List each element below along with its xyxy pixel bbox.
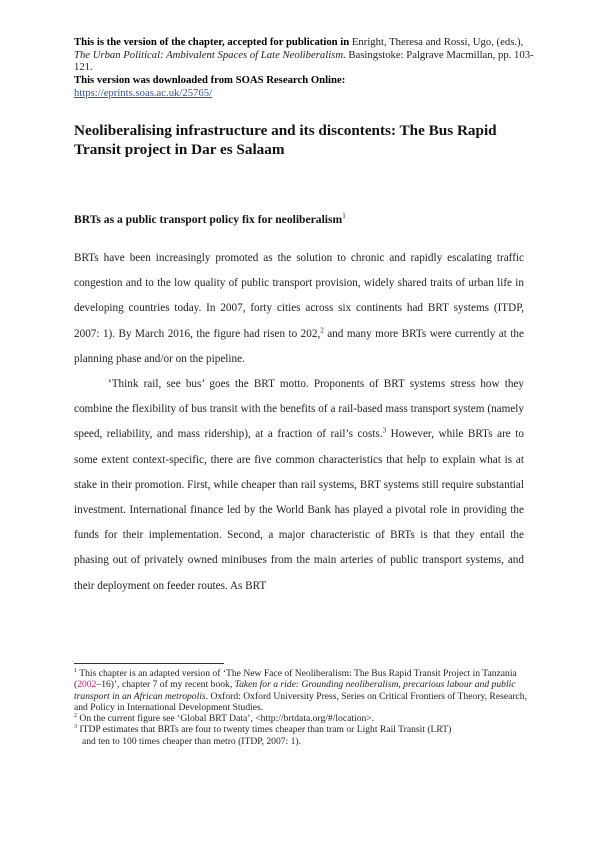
footnote-3 xyxy=(74,724,529,735)
footnote-1-book-title: Taken for a ride: Grounding neoliberalism, precarious labour and public transport in an African metropolis xyxy=(74,679,516,702)
paragraph-2 xyxy=(74,372,524,599)
footnote-3-continued: and ten to 100 times cheaper than metro (ITDP, 2007: 1). xyxy=(82,735,302,747)
footnote-divider xyxy=(74,663,224,664)
header-editors: Enright, Theresa and Rossi, Ugo, (eds.), xyxy=(349,36,524,48)
footnote-1-text: This chapter is an adapted version of ‘The New Face of Neoliberalism: The Bus Rapid Transit Project in Tanzania ( xyxy=(74,668,517,691)
chapter-title: Neoliberalising infrastructure and its discontents: The Bus Rapid Transit project in Dar es Salaam xyxy=(74,122,497,158)
footnotes xyxy=(74,668,529,747)
footnote-3-number: 3 xyxy=(74,724,77,731)
footnote-1-number: 1 xyxy=(74,667,77,674)
header-book-title: The Urban Political: Ambivalent Spaces of Late Neoliberalism xyxy=(74,48,344,61)
paragraph-1 xyxy=(74,246,524,372)
footnote-2-number: 2 xyxy=(74,713,77,719)
repository-link[interactable]: https://eprints.soas.ac.uk/25765/ xyxy=(74,86,213,99)
paragraph-1-text-cont: and many more BRTs were currently at the planning phase and/or on the pipeline. xyxy=(74,327,524,365)
body-text xyxy=(74,246,524,599)
publication-header xyxy=(74,36,534,100)
footnote-2-text: On the current figure see ‘Global BRT Data’, <http://brtdata.org/#/location>. xyxy=(77,713,375,725)
footnote-1-year: 2002 xyxy=(77,679,97,691)
section-heading xyxy=(74,213,534,226)
footnote-ref-2[interactable]: 2 xyxy=(320,325,324,334)
footnote-3-text: ITDP estimates that BRTs are four to twenty times cheaper than tram or Light Rail Transit (LRT) xyxy=(77,724,452,736)
paragraph-2-text-cont: However, while BRTs are to some extent context-specific, there are five common characteristics that help to explain what is at stake in their promotion. First, while cheaper than rail systems, BRT systems still require substantial investment. International finance led by the World Bank has played a pivotal role in providing the funds for their implementation. Second, a major characteristic of BRTs is that they entail the phasing out of privately owned minibuses from the main arteries of public transport systems, and their deployment on feeder routes. As BRT xyxy=(74,428,524,592)
footnote-1-publisher: . Oxford: Oxford University Press, Series on Critical Frontiers of Theory, Research, and Policy in International Development Studies. xyxy=(74,690,527,713)
paragraph-1-text: BRTs have been increasingly promoted as the solution to chronic and rapidly escalating traffic congestion and to the low quality of public transport provision, widely shared traits of urban life in developing countries today. In 2007, forty cities across six continents had BRT systems (ITDP, 2007: 1). By March 2016, the figure had risen to 202, xyxy=(74,252,524,340)
footnote-1-text-cont: –16)’, chapter 7 of my recent book, xyxy=(96,679,235,691)
footnote-ref-1[interactable]: 1 xyxy=(342,212,346,221)
paragraph-2-text: ‘Think rail, see bus’ goes the BRT motto. Proponents of BRT systems stress how they combine the flexibility of bus transit with the benefits of a rail-based mass transport system (namely speed, reliability, and mass ridership), at a fraction of rail’s costs. xyxy=(74,378,524,441)
footnote-2 xyxy=(74,713,529,724)
footnote-1 xyxy=(74,668,529,713)
header-accepted-note: This is the version of the chapter, accepted for publication in xyxy=(74,36,350,48)
header-publisher: . Basingstoke: Palgrave Macmillan, pp. 103-121. xyxy=(74,48,534,74)
header-download-note: This version was downloaded from SOAS Research Online: xyxy=(74,74,346,87)
section-heading-text: BRTs as a public transport policy fix for neoliberalism xyxy=(74,213,343,226)
footnote-ref-3[interactable]: 3 xyxy=(382,426,387,435)
